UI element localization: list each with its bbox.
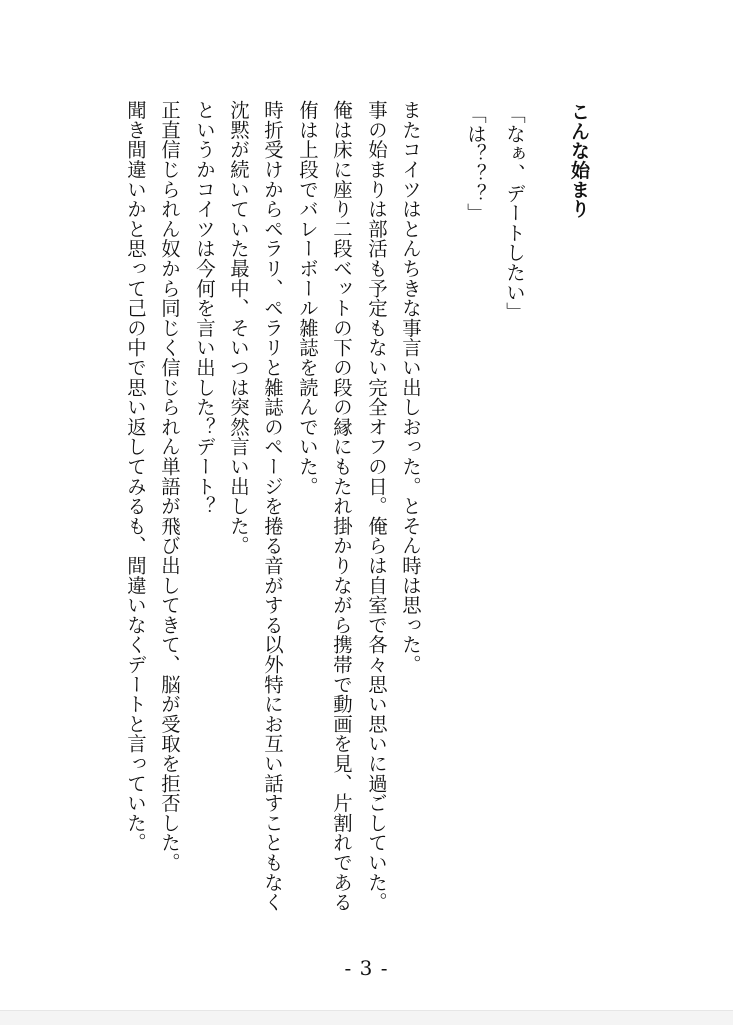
body-text-line: 聞き間違いかと思って己の中で思い返してみるも、間違いなくデートと言っていた。	[124, 100, 147, 853]
body-text-line: というかコイツは今何を言い出した？デート？	[193, 100, 216, 516]
body-text-line: 正直信じられん奴から同じく信じられん単語が飛び出してきて、脳が受取を拒否した。	[158, 100, 181, 873]
body-text-line: 沈黙が続いていた最中、そいつは突然言い出した。	[227, 100, 250, 556]
page-bottom-edge	[0, 1010, 733, 1025]
dialogue-line: 「なぁ、デートしたい」	[503, 104, 526, 322]
body-text-line: 俺は床に座り二段ベットの下の段の縁にもたれ掛かりながら携帯で動画を見、片割れである	[330, 100, 353, 912]
dialogue-line: 「は？？？」	[464, 104, 487, 223]
chapter-title: こんな始まり	[568, 102, 590, 219]
page-number: - 3 -	[344, 956, 389, 980]
body-text-line: 侑は上段でバレーボール雑誌を読んでいた。	[296, 100, 319, 496]
body-text-line: 事の始まりは部活も予定もない完全オフの日。俺らは自室で各々思い思いに過ごしていた。	[365, 100, 388, 912]
body-text-line: 時折受けからペラリ、ペラリと雑誌のページを捲る音がする以外特にお互い話すこともなく	[261, 100, 284, 912]
body-text-line: またコイツはとんちきな事言い出しおった。とそん時は思った。	[399, 100, 422, 675]
